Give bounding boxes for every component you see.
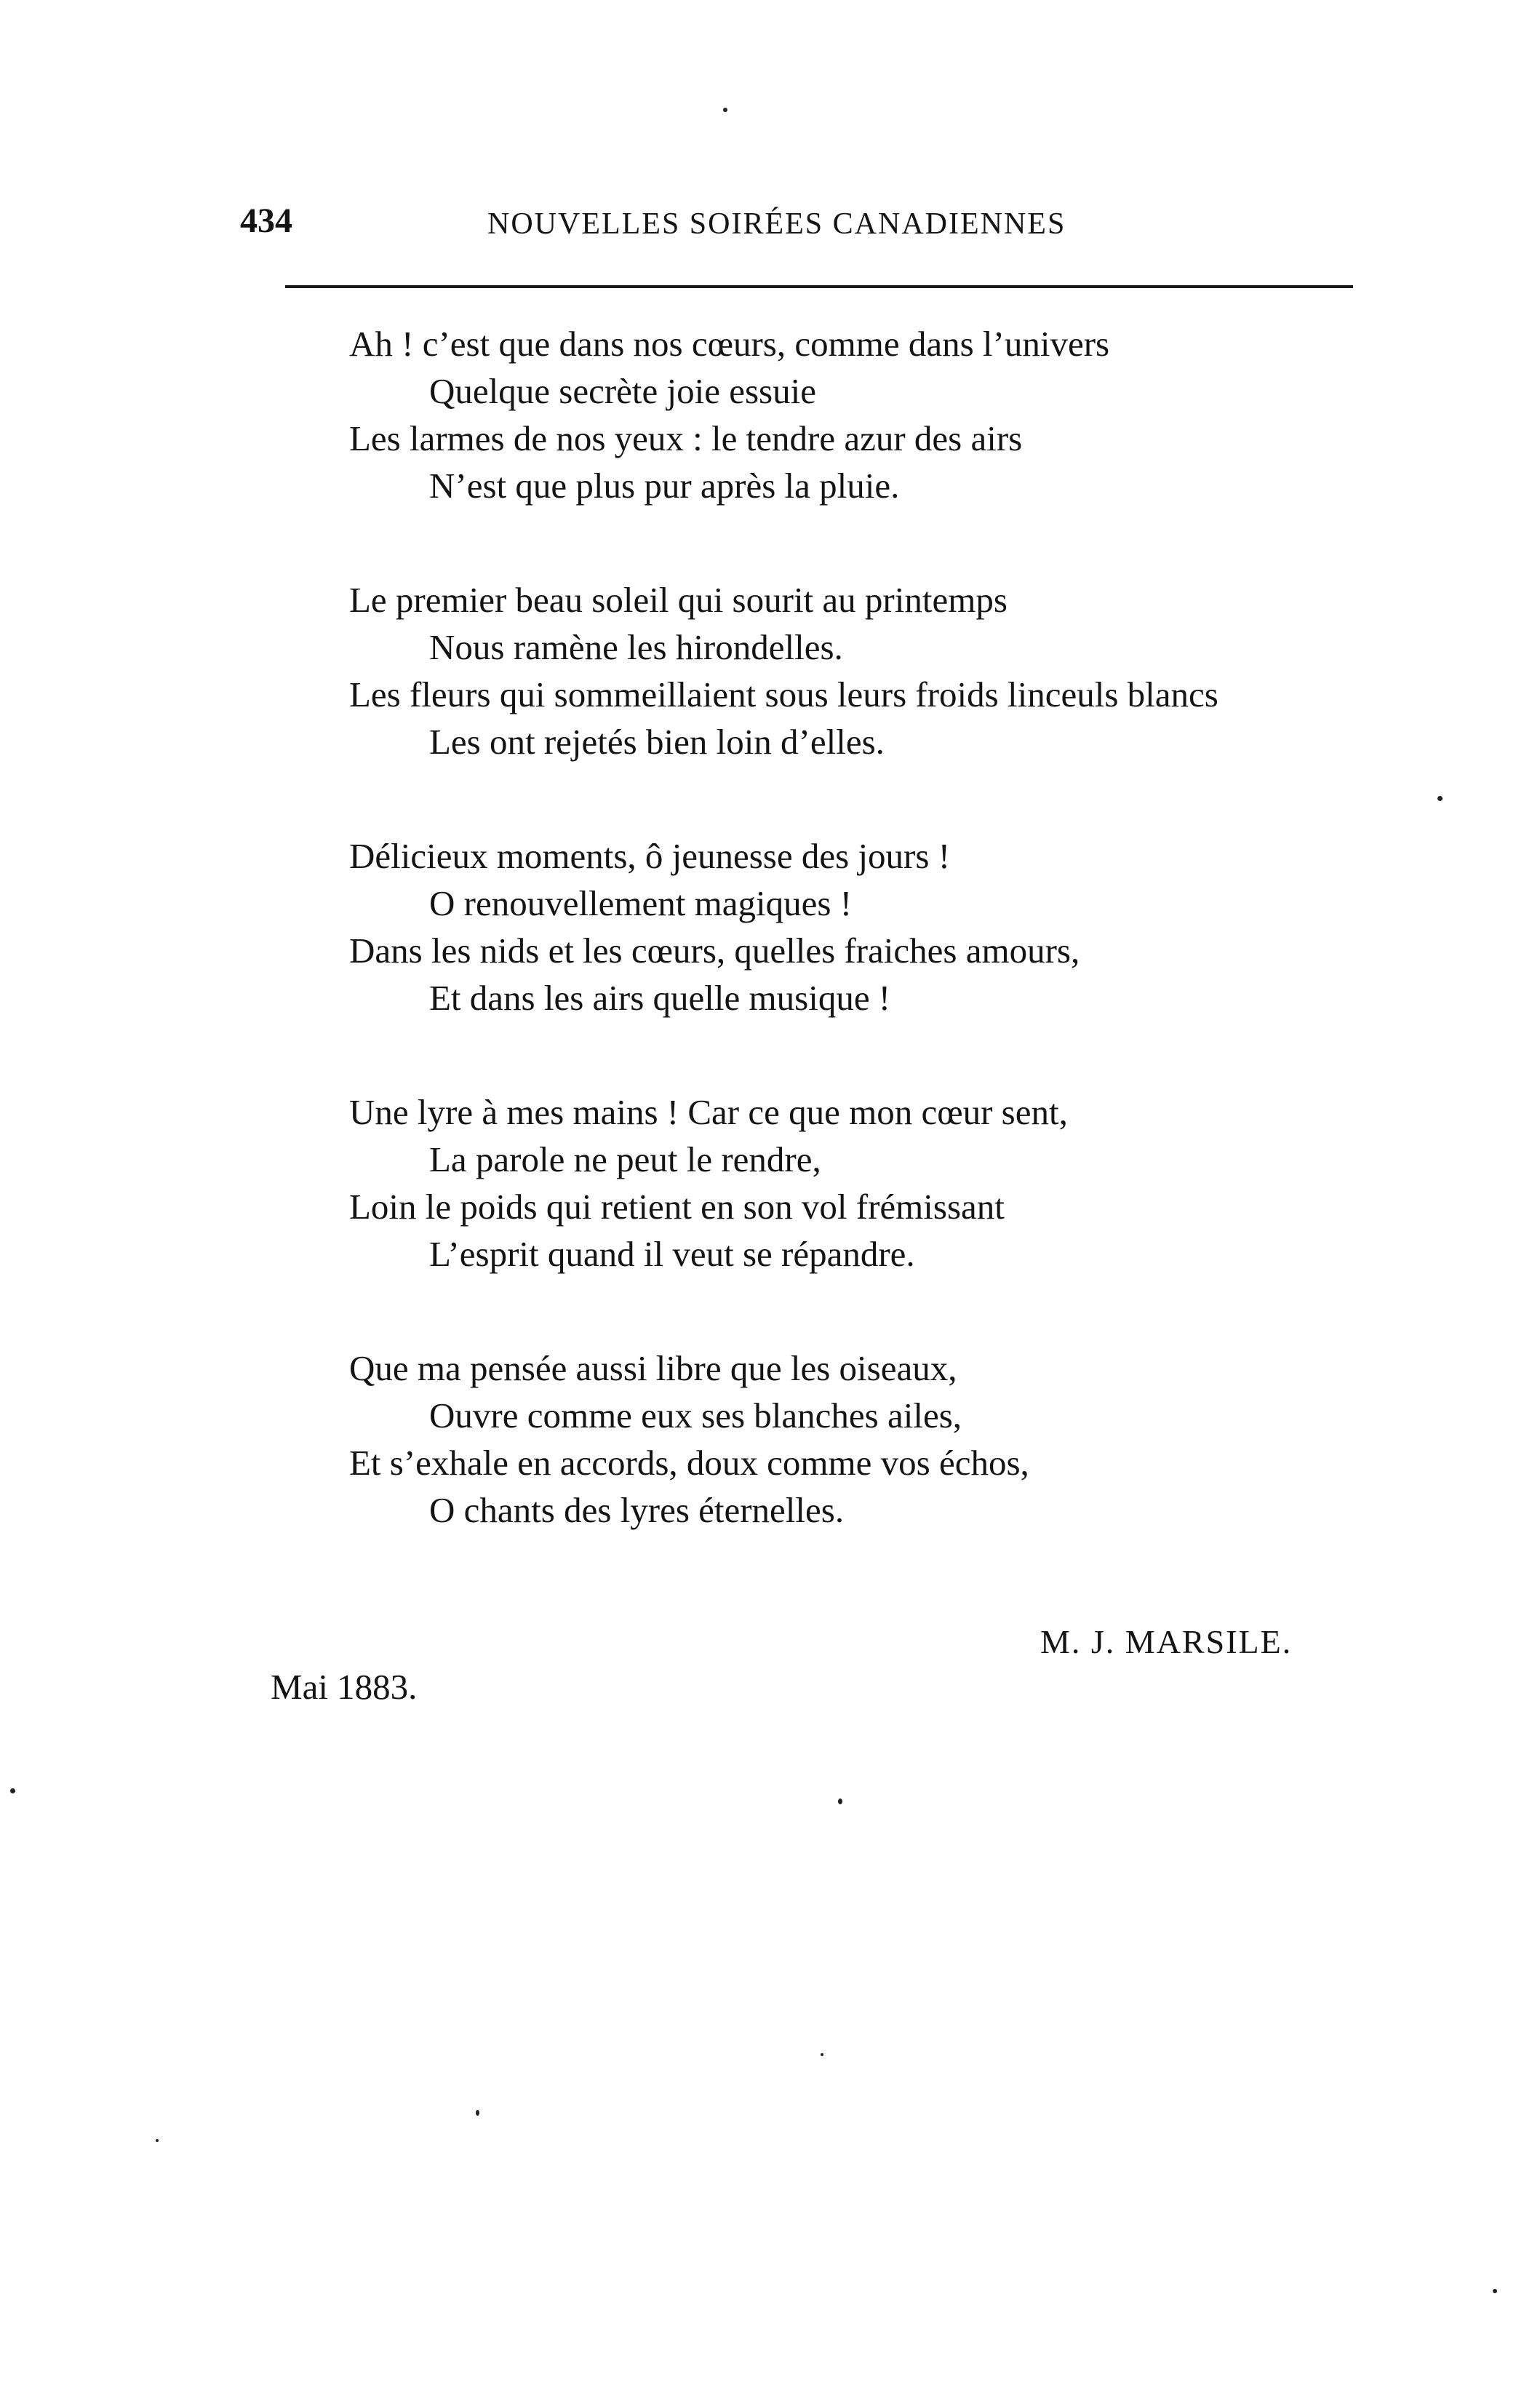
stanza: [349, 320, 1397, 509]
poem: [349, 320, 1397, 1601]
scan-speck: [1493, 2289, 1497, 2293]
stanza: [349, 576, 1397, 765]
stanza: [349, 832, 1397, 1021]
verse-line: Une lyre à mes mains ! Car ce que mon cœur sent,: [349, 1092, 1068, 1132]
verse-line: Loin le poids qui retient en son vol frémissant: [349, 1187, 1005, 1227]
scan-speck: [476, 2110, 479, 2116]
scan-speck: [821, 2053, 823, 2056]
verse-line: Le premier beau soleil qui sourit au printemps: [349, 580, 1008, 620]
verse-line: Ouvre comme eux ses blanches ailes,: [429, 1395, 962, 1435]
scan-speck: [10, 1788, 15, 1793]
verse-line: Nous ramène les hirondelles.: [429, 627, 843, 667]
verse-line: Les ont rejetés bien loin d’elles.: [429, 722, 885, 762]
verse-line: Les fleurs qui sommeillaient sous leurs froids linceuls blancs: [349, 674, 1218, 714]
verse-line: Que ma pensée aussi libre que les oiseaux,: [349, 1348, 957, 1388]
stanza: [349, 1345, 1397, 1534]
verse-line: Délicieux moments, ô jeunesse des jours !: [349, 836, 951, 876]
verse-line: Et dans les airs quelle musique !: [429, 978, 891, 1018]
verse-line: Ah ! c’est que dans nos cœurs, comme dans l’univers: [349, 324, 1110, 364]
page-header: [240, 195, 1353, 253]
verse-line: Dans les nids et les cœurs, quelles fraiches amours,: [349, 931, 1080, 971]
scan-speck: [156, 2139, 159, 2142]
page-number: 434: [240, 202, 292, 240]
verse-line: Les larmes de nos yeux : le tendre azur des airs: [349, 418, 1023, 458]
author-signature: M. J. MARSILE.: [1040, 1623, 1293, 1660]
verse-line: Et s’exhale en accords, doux comme vos échos,: [349, 1443, 1029, 1483]
scan-speck: [723, 108, 727, 112]
verse-line: O chants des lyres éternelles.: [429, 1490, 845, 1530]
header-rule: [285, 285, 1353, 288]
stanza: [349, 1088, 1397, 1278]
verse-line: Quelque secrète joie essuie: [429, 371, 816, 411]
poem-date: Mai 1883.: [271, 1667, 418, 1707]
verse-line: N’est que plus pur après la pluie.: [429, 466, 900, 506]
running-title: NOUVELLES SOIRÉES CANADIENNES: [487, 207, 1066, 241]
verse-line: O renouvellement magiques !: [429, 883, 853, 923]
verse-line: La parole ne peut le rendre,: [429, 1139, 821, 1179]
scan-speck: [838, 1798, 842, 1804]
verse-line: L’esprit quand il veut se répandre.: [429, 1234, 915, 1274]
scan-speck: [1437, 796, 1443, 801]
